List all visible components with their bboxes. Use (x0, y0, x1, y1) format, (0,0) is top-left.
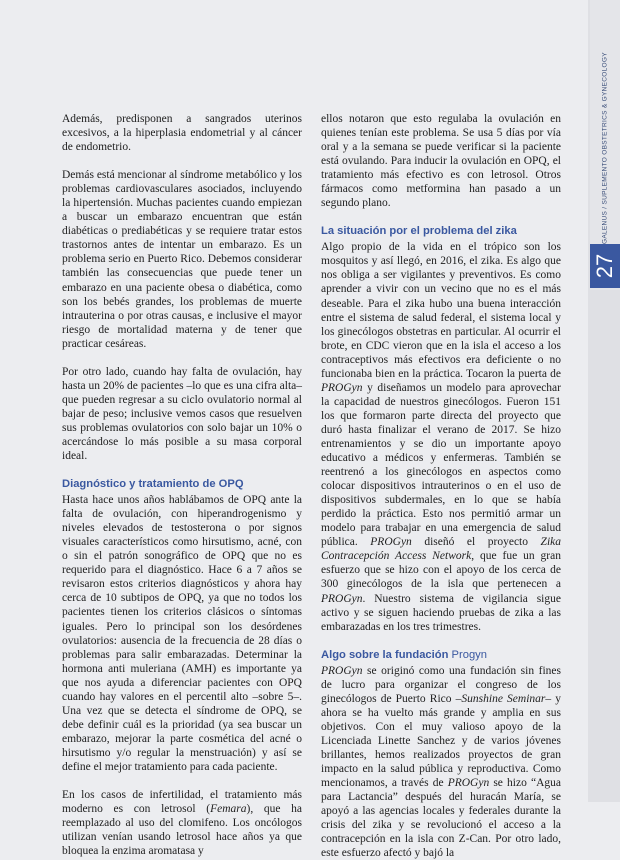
text-run: – y ahora se ha vuelto más grande y amplia en sus objetivos. Con el muy valioso apoyo de la Licenciada Linette Sanchez y de varios jóvenes brillantes, hemos realizados proyectos de gran impacto en la salud pública y reproductiva. Como mencionamos, a través de (321, 692, 562, 790)
heading-zika: La situación por el problema del zika (321, 225, 517, 238)
paragraph-right-2 (321, 240, 561, 633)
text-run: se originó como una fundación sin fines de lucro para organizar el congreso de los ginecólogos de Puerto Rico – (321, 664, 561, 705)
italic-run: PROGyn (447, 777, 490, 790)
italic-run: PROGyn (321, 381, 363, 394)
right-column (321, 112, 561, 860)
text-run: , que fue un gran esfuerzo que se hizo con el apoyo de los cerca de 300 ginecólogos de la isla que pertenecen a (321, 550, 561, 591)
heading-bold-part: Algo sobre la fundación (321, 648, 449, 661)
italic-run: Sunshine Seminar (461, 692, 546, 705)
paragraph-right-1: ellos notaron que esto regulaba la ovulación en quienes tenían este problema. Se usa 5 días por vía oral y a la semana se puede verificar si la paciente está ovulando. Para inducir la ovulación en OPQ, el tratamiento más efectivo es con letrosol. Otros fármacos como metformina han pasado a un segundo plano. (321, 113, 561, 210)
paragraph-right-3 (321, 664, 561, 860)
paragraph-left-4: Hasta hace unos años hablábamos de OPQ ante la falta de ovulación, con hiperandrogenismo y niveles elevados de testosterona o por signos visuales característicos como hirsutismo, acné, con o sin el patrón sonográfico de OPQ que no es requerido para el diagnóstico. Hace 6 a 7 años se revisaron estos criterios diagnósticos y ahora hay cerca de 10 subtipos de OPQ, ya que no todos los pacientes tienen los criterios clásicos o síntomas iguales. Pero lo principal son los desórdenes ovulatorios: ausencia de la frecuencia de 28 días o problemas para salir embarazadas. Determinar la hormona anti muleriana (AMH) es importante ya que nos ayuda a diferenciar pacientes con OPQ cuando hay valores en el percentil alto –sobre 5–. Una vez que se detecta el síndrome de OPQ, se debe definir cuál es la prioridad (ya sea buscar un embarazo, mejorar la parte cosmética del acné o hirsutismo y/o regular la menstruación) y así se define el mejor tratamiento para cada paciente. (62, 494, 302, 773)
text-run: . Nuestro sistema de vigilancia sigue activo y se siguen haciendo pruebas de zika a las embarazadas en los tres trimestres. (321, 592, 561, 633)
heading-diagnostico: Diagnóstico y tratamiento de OPQ (62, 478, 244, 491)
text-run: Algo propio de la vida en el trópico son los mosquitos y así llegó, en 2016, el zika. Es algo que nos obliga a ser vigilantes y preventivos. Es como aprender a vivir con un vecino que no es el más deseable. Para el zika hubo una buena interacción entre el sistema de salud federal, el sistema local y los ginecólogos obstetras en particular. Al ocurrir el brote, en CDC vieron que en la isla el acceso a los contraceptivos más efectivos era deficiente o no funcionaba bien en la práctica. Tocaron la puerta de (321, 241, 561, 380)
paragraph-left-5 (62, 788, 302, 858)
italic-run: PROGyn (321, 664, 363, 677)
page-number: 27 (592, 253, 617, 279)
left-column (62, 112, 302, 858)
text-run: y diseñamos un modelo para aprovechar la capacidad de nuestros ginecólogos. Fueron 151 los que formaron parte directa del proyecto que duró hasta finalizar el verano de 2017. Se hizo entrenamientos y se dio un importante apoyo educativo a médicos y enfermeras. También se reentrenó a los ginecólogos en aspectos como colocar dispositivos intrauterinos o en el uso de dispositivos subdermales, en lo que se había perdido la práctica. Esto nos permitió armar un modelo para trabajar en una emergencia de salud pública. (321, 381, 561, 549)
paragraph-left-2: Demás está mencionar al síndrome metabólico y los problemas cardiovasculares asociados, incluyendo la hipertensión. Muchas pacientes cuando empiezan a buscar un embarazo encuentran que están diabéticas o prediabéticas y se requiere tratar estos trastornos antes de intentar un embarazo. Es un problema serio en Puerto Rico. Debemos considerar también las consecuencias que puede tener un embarazo en una paciente obesa o diabética, como son los bebés grandes, los problemas de muerte intrauterina o por otras causas, e inclusive el mayor riesgo de mortalidad materna y de tener que practicar cesáreas. (62, 169, 302, 350)
italic-run: PROGyn (321, 592, 363, 605)
text-run: En los casos de infertilidad, el tratamiento más moderno es con letrosol ( (62, 789, 302, 816)
page-number-box (590, 244, 620, 288)
heading-normal-part: Progyn (451, 648, 487, 661)
text-run: diseñó el proyecto (411, 536, 541, 549)
paragraph-left-3: Por otro lado, cuando hay falta de ovulación, hay hasta un 20% de pacientes –lo que es una cifra alta– que pueden regresar a su ciclo ovulatorio normal al bajar de peso; inclusive vemos casos que resuelven sus problemas ovulatorios con solo bajar un 10% o acercándose lo más posible a su masa corporal ideal. (62, 365, 302, 463)
running-header: GALENUS / SUPLEMENTO OBSTETRICS & GYNECOLOGY (601, 52, 609, 244)
italic-run: Zika Contracepción Access Network (321, 536, 561, 563)
text-run: se hizo “Agua para Lactancia” después del huracán María, se apoyó a las agencias locales y federales durante la crisis del zika y se revolucionó el acceso a la contracepción en la isla con Z-Can. Por otro lado, este esfuerzo afectó y bajó la (321, 777, 561, 860)
text-run: ), que ha reemplazado al uso del clomifeno. Los oncólogos utilizan venían usando letrosol hace años ya que bloquea la enzima aromatasa y (62, 803, 303, 858)
paragraph-left-1: Además, predisponen a sangrados uterinos excesivos, a la hiperplasia endometrial y al cáncer de endometrio. (62, 113, 302, 154)
heading-fundacion (321, 648, 561, 662)
italic-run: PROGyn (370, 536, 412, 549)
italic-run: Femara (210, 803, 247, 816)
